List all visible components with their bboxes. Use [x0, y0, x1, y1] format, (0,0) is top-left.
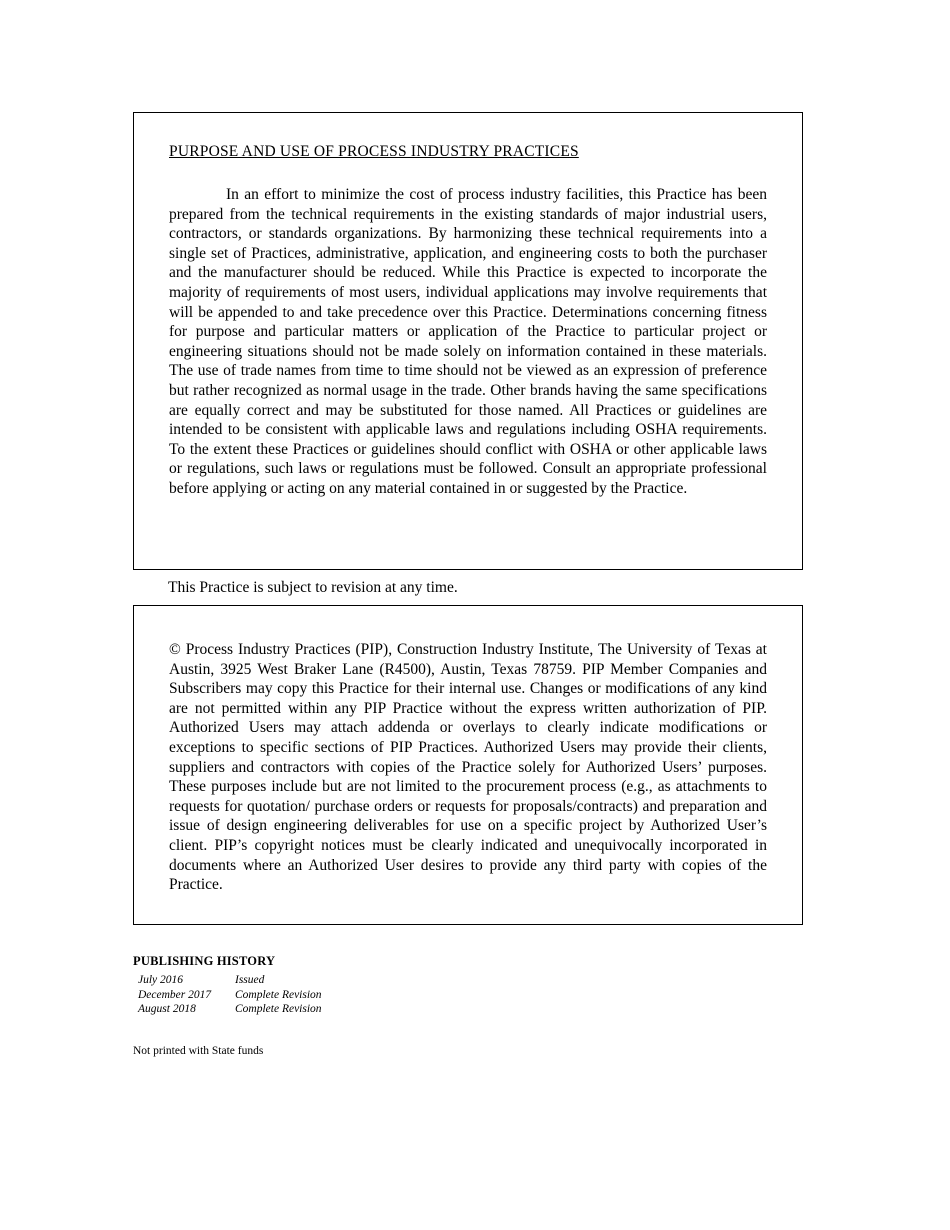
publishing-date: July 2016: [138, 974, 184, 986]
copyright-body-paragraph: © Process Industry Practices (PIP), Construction Industry Institute, The University of Texas at Austin, 3925 West Braker Lane (R4500), Austin, Texas 78759. PIP Member Companies and Subscribers may copy this Practice for their internal use. Changes or modifications of any kind are not permitted within any PIP Practice without the express written authorization of PIP. Authorized Users may attach addenda or overlays to clearly indicate modifications or exceptions to specific sections of PIP Practices. Authorized Users may provide their clients, suppliers and contractors with copies of the Practice solely for Authorized Users’ purposes. These purposes include but are not limited to the procurement process (e.g., as attachments to requests for quotation/ purchase orders or requests for proposals/contracts) and preparation and issue of design engineering deliverables for use on a specific project by Authorized User’s client. PIP’s copyright notices must be clearly indicated and unequivocally incorporated in documents where an Authorized User desires to provide any third party with copies of the Practice.: [169, 641, 767, 894]
publishing-history-row: [133, 1002, 322, 1017]
publishing-history-section: [133, 954, 322, 1017]
publishing-history-row: [133, 988, 322, 1003]
publishing-action: Complete Revision: [235, 1003, 322, 1015]
purpose-statement-box: [133, 112, 803, 570]
publishing-history-row: [133, 973, 322, 988]
publishing-action: Complete Revision: [235, 988, 322, 1001]
publishing-action: Issued: [235, 974, 265, 986]
purpose-title: PURPOSE AND USE OF PROCESS INDUSTRY PRACTICES: [169, 143, 579, 160]
state-funds-note: Not printed with State funds: [133, 1045, 264, 1057]
publishing-date: August 2018: [138, 1003, 196, 1015]
copyright-notice-box: [133, 605, 803, 925]
revision-note: This Practice is subject to revision at any time.: [168, 579, 458, 596]
publishing-history-title: PUBLISHING HISTORY: [133, 954, 276, 968]
purpose-body-paragraph: In an effort to minimize the cost of process industry facilities, this Practice has been prepared from the technical requirements in the existing standards of major industrial users, contractors, or standards organizations. By harmonizing these technical requirements into a single set of Practices, administrative, application, and engineering costs to both the purchaser and the manufacturer should be reduced. While this Practice is expected to incorporate the majority of requirements of most users, individual applications may involve requirements that will be appended to and take precedence over this Practice. Determinations concerning fitness for purpose and particular matters or application of the Practice to particular project or engineering situations should not be made solely on information contained in these materials. The use of trade names from time to time should not be viewed as an expression of preference but rather recognized as normal usage in the trade. Other brands having the same specifications are equally correct and may be substituted for those named. All Practices or guidelines are intended to be consistent with applicable laws and regulations including OSHA requirements. To the extent these Practices or guidelines should conflict with OSHA or other applicable laws or regulations, such laws or regulations must be followed. Consult an appropriate professional before applying or acting on any material contained in or suggested by the Practice.: [169, 186, 767, 497]
publishing-date: December 2017: [138, 988, 212, 1001]
